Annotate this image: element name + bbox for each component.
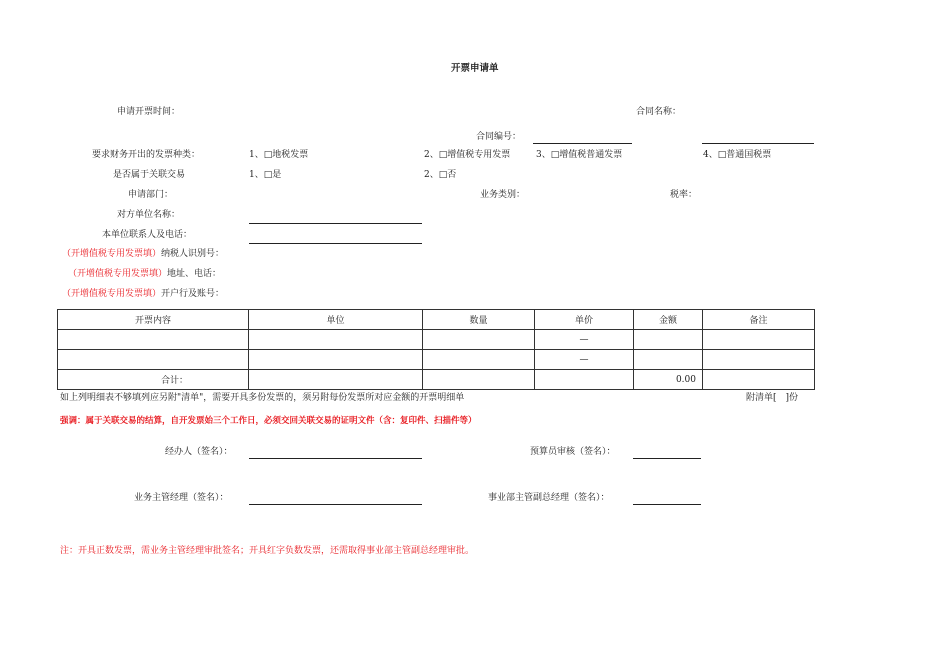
cell-amount[interactable] [634,350,703,370]
cell-quantity[interactable] [423,330,535,350]
col-header-quantity: 数量 [423,310,535,330]
invoice-type-option-national-tax[interactable]: 4、□普通国税票 [703,150,772,160]
contract-no-field[interactable] [533,143,632,144]
biz-manager-signature-label: 业务主管经理（签名）： [134,493,229,503]
address-phone-label: 地址、电话： [167,269,222,279]
vat-note: （开增值税专用发票填） [62,289,162,299]
counterparty-label: 对方单位名称： [117,210,181,220]
related-party-no-option[interactable]: 2、□否 [424,170,457,180]
vat-bank-account-row [62,288,224,300]
invoice-type-option-vat-normal[interactable]: 3、□增值税普通发票 [536,150,623,160]
budget-reviewer-signature-field[interactable] [633,458,701,459]
table-header-row [58,310,815,330]
invoice-items-table [57,309,815,390]
contract-no-label: 合同编号： [476,132,522,142]
taxpayer-id-label: 纳税人识别号： [161,249,225,259]
cell-remark [703,370,815,390]
cell-unit-price[interactable]: — [535,350,634,370]
vat-note: （开增值税专用发票填） [68,269,168,279]
vat-address-phone-row [68,268,221,280]
total-amount: 0.00 [634,370,703,390]
division-vp-signature-label: 事业部主管副总经理（签名）： [488,493,610,503]
contract-name-label: 合同名称： [636,107,682,117]
cell-quantity[interactable] [423,350,535,370]
col-header-unit-price: 单价 [535,310,634,330]
related-party-label: 是否属于关联交易 [113,170,186,180]
col-header-content: 开票内容 [58,310,249,330]
apply-time-label: 申请开票时间： [117,107,181,117]
bank-account-label: 开户行及账号： [161,289,225,299]
dept-label: 申请部门： [128,190,174,200]
vat-note: （开增值税专用发票填） [62,249,162,259]
handler-signature-label: 经办人（签名）： [165,447,233,457]
related-party-yes-option[interactable]: 1、□是 [249,170,282,180]
cell-unit-price[interactable]: — [535,330,634,350]
table-row [58,350,815,370]
col-header-remark: 备注 [703,310,815,330]
biz-manager-signature-field[interactable] [249,504,422,505]
invoice-type-label: 要求财务开出的发票种类： [92,150,201,160]
table-row [58,330,815,350]
total-label: 合计： [58,370,249,390]
cell-unit[interactable] [249,330,423,350]
cell-amount[interactable] [634,330,703,350]
table-total-row [58,370,815,390]
col-header-unit: 单位 [249,310,423,330]
biz-type-label: 业务类别： [480,190,526,200]
counterparty-field[interactable] [249,223,422,224]
cell-content[interactable] [58,350,249,370]
cell-quantity [423,370,535,390]
handler-signature-field[interactable] [249,458,422,459]
related-party-warning: 强调：属于关联交易的结算，自开发票始三个工作日，必须交回关联交易的证明文件（含：复印件、扫描件等） [60,416,477,426]
cell-remark[interactable] [703,330,815,350]
contract-name-field[interactable] [702,143,814,144]
cell-content[interactable] [58,330,249,350]
contact-field[interactable] [249,243,422,244]
list-note: 如上列明细表不够填列应另附"清单"，需要开具多份发票的，须另附每份发票所对应金额的开票明细单 [60,393,465,403]
footer-note: 注：开具正数发票，需业务主管经理审批签名；开具红字负数发票，还需取得事业部主管副总经理审批。 [60,546,475,556]
invoice-type-option-local-tax[interactable]: 1、□地税发票 [249,150,309,160]
division-vp-signature-field[interactable] [633,504,701,505]
attach-list-count: 附清单[ ]份 [746,393,799,403]
cell-unit-price [535,370,634,390]
cell-remark[interactable] [703,350,815,370]
tax-rate-label: 税率： [670,190,698,200]
page-title: 开票申请单 [451,63,499,74]
cell-unit[interactable] [249,350,423,370]
invoice-type-option-vat-special[interactable]: 2、□增值税专用发票 [424,150,511,160]
vat-taxpayer-id-row [62,248,224,260]
budget-reviewer-signature-label: 预算员审核（签名）： [530,447,616,457]
contact-label: 本单位联系人及电话： [102,230,193,240]
cell-unit [249,370,423,390]
col-header-amount: 金额 [634,310,703,330]
